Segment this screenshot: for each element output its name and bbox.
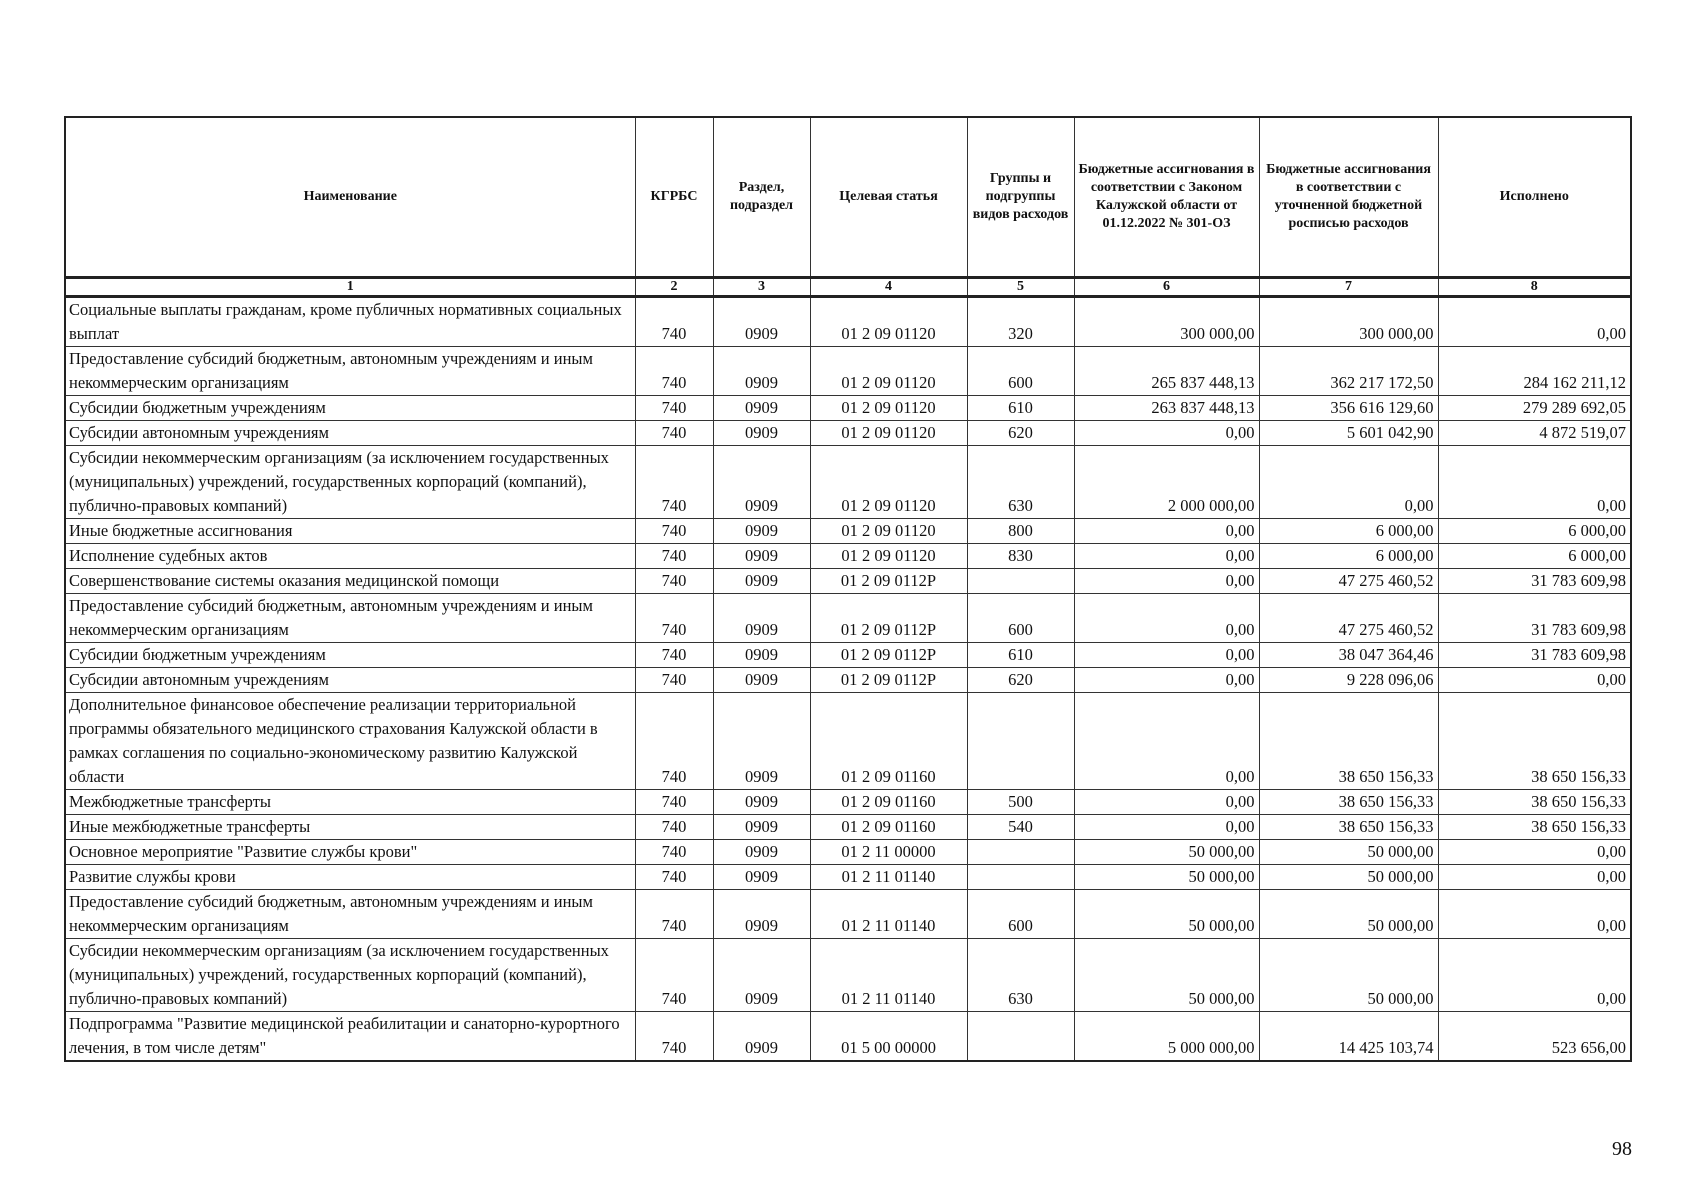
row-expense-group: 620 — [967, 668, 1074, 693]
row-kgrbs: 740 — [635, 446, 713, 519]
row-target-article: 01 2 09 0112Р — [810, 594, 967, 643]
row-name: Иные бюджетные ассигнования — [65, 519, 635, 544]
row-name: Субсидии автономным учреждениям — [65, 421, 635, 446]
row-name: Межбюджетные трансферты — [65, 790, 635, 815]
header-law-allocations: Бюджетные ассигнования в соответствии с Законом Калужской области от 01.12.2022 № 301-ОЗ — [1074, 117, 1259, 278]
row-section: 0909 — [713, 693, 810, 790]
table-row — [65, 519, 1631, 544]
table-row — [65, 297, 1631, 347]
row-target-article: 01 2 09 01160 — [810, 815, 967, 840]
table-row — [65, 446, 1631, 519]
row-law-allocation: 265 837 448,13 — [1074, 347, 1259, 396]
row-section: 0909 — [713, 815, 810, 840]
row-law-allocation: 0,00 — [1074, 790, 1259, 815]
row-executed: 523 656,00 — [1438, 1012, 1631, 1062]
row-target-article: 01 2 09 01160 — [810, 790, 967, 815]
row-name: Подпрограмма "Развитие медицинской реабилитации и санаторно-курортного лечения, в том числе детям" — [65, 1012, 635, 1062]
table-row — [65, 840, 1631, 865]
row-expense-group: 630 — [967, 446, 1074, 519]
header-section: Раздел, подраздел — [713, 117, 810, 278]
row-kgrbs: 740 — [635, 297, 713, 347]
column-number: 1 — [65, 278, 635, 297]
row-target-article: 01 5 00 00000 — [810, 1012, 967, 1062]
row-refined-allocation: 50 000,00 — [1259, 939, 1438, 1012]
row-refined-allocation: 6 000,00 — [1259, 544, 1438, 569]
row-executed: 0,00 — [1438, 446, 1631, 519]
header-kgrbs: КГРБС — [635, 117, 713, 278]
row-law-allocation: 5 000 000,00 — [1074, 1012, 1259, 1062]
row-law-allocation: 2 000 000,00 — [1074, 446, 1259, 519]
row-expense-group — [967, 693, 1074, 790]
column-number: 6 — [1074, 278, 1259, 297]
row-kgrbs: 740 — [635, 519, 713, 544]
header-row — [65, 117, 1631, 278]
row-refined-allocation: 50 000,00 — [1259, 865, 1438, 890]
table-row — [65, 890, 1631, 939]
row-kgrbs: 740 — [635, 643, 713, 668]
row-refined-allocation: 38 650 156,33 — [1259, 815, 1438, 840]
row-refined-allocation: 300 000,00 — [1259, 297, 1438, 347]
row-name: Исполнение судебных актов — [65, 544, 635, 569]
row-name: Субсидии автономным учреждениям — [65, 668, 635, 693]
row-kgrbs: 740 — [635, 421, 713, 446]
row-executed: 279 289 692,05 — [1438, 396, 1631, 421]
row-name: Субсидии некоммерческим организациям (за исключением государственных (муниципальных) учреждений, государственных корпораций (компаний), публично-правовых компаний) — [65, 939, 635, 1012]
row-section: 0909 — [713, 890, 810, 939]
table-row — [65, 569, 1631, 594]
row-executed: 0,00 — [1438, 939, 1631, 1012]
row-name: Субсидии некоммерческим организациям (за исключением государственных (муниципальных) учреждений, государственных корпораций (компаний), публично-правовых компаний) — [65, 446, 635, 519]
row-name: Субсидии бюджетным учреждениям — [65, 643, 635, 668]
row-section: 0909 — [713, 396, 810, 421]
row-name: Основное мероприятие "Развитие службы крови" — [65, 840, 635, 865]
row-target-article: 01 2 11 00000 — [810, 840, 967, 865]
row-expense-group: 320 — [967, 297, 1074, 347]
column-number-row — [65, 278, 1631, 297]
column-number: 8 — [1438, 278, 1631, 297]
row-kgrbs: 740 — [635, 544, 713, 569]
row-section: 0909 — [713, 519, 810, 544]
row-law-allocation: 50 000,00 — [1074, 939, 1259, 1012]
table-row — [65, 643, 1631, 668]
column-number: 7 — [1259, 278, 1438, 297]
row-name: Социальные выплаты гражданам, кроме публичных нормативных социальных выплат — [65, 297, 635, 347]
row-name: Предоставление субсидий бюджетным, автономным учреждениям и иным некоммерческим организациям — [65, 347, 635, 396]
row-kgrbs: 740 — [635, 1012, 713, 1062]
row-name: Предоставление субсидий бюджетным, автономным учреждениям и иным некоммерческим организациям — [65, 890, 635, 939]
row-kgrbs: 740 — [635, 396, 713, 421]
row-executed: 284 162 211,12 — [1438, 347, 1631, 396]
row-refined-allocation: 356 616 129,60 — [1259, 396, 1438, 421]
row-executed: 6 000,00 — [1438, 519, 1631, 544]
table-row — [65, 544, 1631, 569]
table-header — [65, 117, 1631, 297]
row-expense-group: 610 — [967, 643, 1074, 668]
row-target-article: 01 2 11 01140 — [810, 865, 967, 890]
row-expense-group: 630 — [967, 939, 1074, 1012]
row-law-allocation: 0,00 — [1074, 594, 1259, 643]
row-executed: 38 650 156,33 — [1438, 693, 1631, 790]
table-row — [65, 594, 1631, 643]
header-refined-allocations: Бюджетные ассигнования в соответствии с уточненной бюджетной росписью расходов — [1259, 117, 1438, 278]
row-section: 0909 — [713, 790, 810, 815]
row-law-allocation: 0,00 — [1074, 544, 1259, 569]
row-refined-allocation: 38 650 156,33 — [1259, 790, 1438, 815]
row-kgrbs: 740 — [635, 668, 713, 693]
page-number: 98 — [1612, 1138, 1632, 1160]
row-section: 0909 — [713, 643, 810, 668]
row-section: 0909 — [713, 421, 810, 446]
row-expense-group — [967, 569, 1074, 594]
row-target-article: 01 2 09 01120 — [810, 396, 967, 421]
column-number: 3 — [713, 278, 810, 297]
row-kgrbs: 740 — [635, 594, 713, 643]
row-refined-allocation: 6 000,00 — [1259, 519, 1438, 544]
row-executed: 38 650 156,33 — [1438, 790, 1631, 815]
row-section: 0909 — [713, 865, 810, 890]
table-row — [65, 790, 1631, 815]
row-name: Дополнительное финансовое обеспечение реализации территориальной программы обязательного медицинского страхования Калужской области в рамках соглашения по социально-экономическому развитию Калужской области — [65, 693, 635, 790]
row-target-article: 01 2 09 01120 — [810, 519, 967, 544]
row-expense-group: 800 — [967, 519, 1074, 544]
row-kgrbs: 740 — [635, 347, 713, 396]
table-row — [65, 693, 1631, 790]
row-refined-allocation: 38 047 364,46 — [1259, 643, 1438, 668]
row-kgrbs: 740 — [635, 693, 713, 790]
row-section: 0909 — [713, 297, 810, 347]
row-law-allocation: 50 000,00 — [1074, 865, 1259, 890]
table-body — [65, 297, 1631, 1062]
row-executed: 31 783 609,98 — [1438, 643, 1631, 668]
row-target-article: 01 2 09 01120 — [810, 421, 967, 446]
row-law-allocation: 0,00 — [1074, 643, 1259, 668]
header-target-article: Целевая статья — [810, 117, 967, 278]
header-name: Наименование — [65, 117, 635, 278]
row-target-article: 01 2 09 0112Р — [810, 569, 967, 594]
table-row — [65, 421, 1631, 446]
row-target-article: 01 2 09 01120 — [810, 446, 967, 519]
row-section: 0909 — [713, 1012, 810, 1062]
row-name: Развитие службы крови — [65, 865, 635, 890]
column-number: 2 — [635, 278, 713, 297]
row-executed: 4 872 519,07 — [1438, 421, 1631, 446]
row-executed: 38 650 156,33 — [1438, 815, 1631, 840]
row-law-allocation: 0,00 — [1074, 519, 1259, 544]
row-expense-group: 610 — [967, 396, 1074, 421]
row-law-allocation: 0,00 — [1074, 421, 1259, 446]
row-kgrbs: 740 — [635, 939, 713, 1012]
row-target-article: 01 2 09 01120 — [810, 297, 967, 347]
row-name: Иные межбюджетные трансферты — [65, 815, 635, 840]
table-row — [65, 1012, 1631, 1062]
row-kgrbs: 740 — [635, 865, 713, 890]
row-refined-allocation: 50 000,00 — [1259, 840, 1438, 865]
table-row — [65, 939, 1631, 1012]
row-executed: 31 783 609,98 — [1438, 569, 1631, 594]
row-section: 0909 — [713, 569, 810, 594]
row-section: 0909 — [713, 939, 810, 1012]
row-refined-allocation: 50 000,00 — [1259, 890, 1438, 939]
row-expense-group: 540 — [967, 815, 1074, 840]
row-refined-allocation: 5 601 042,90 — [1259, 421, 1438, 446]
row-refined-allocation: 38 650 156,33 — [1259, 693, 1438, 790]
row-target-article: 01 2 09 0112Р — [810, 668, 967, 693]
row-executed: 6 000,00 — [1438, 544, 1631, 569]
row-section: 0909 — [713, 594, 810, 643]
row-expense-group — [967, 840, 1074, 865]
row-expense-group: 830 — [967, 544, 1074, 569]
row-executed: 0,00 — [1438, 890, 1631, 939]
row-target-article: 01 2 09 01120 — [810, 347, 967, 396]
row-executed: 0,00 — [1438, 668, 1631, 693]
row-expense-group — [967, 1012, 1074, 1062]
row-executed: 31 783 609,98 — [1438, 594, 1631, 643]
header-expense-group: Группы и подгруппы видов расходов — [967, 117, 1074, 278]
row-kgrbs: 740 — [635, 815, 713, 840]
row-law-allocation: 50 000,00 — [1074, 890, 1259, 939]
row-law-allocation: 300 000,00 — [1074, 297, 1259, 347]
row-section: 0909 — [713, 446, 810, 519]
table-row — [65, 347, 1631, 396]
row-target-article: 01 2 09 01160 — [810, 693, 967, 790]
column-number: 5 — [967, 278, 1074, 297]
row-kgrbs: 740 — [635, 840, 713, 865]
table-row — [65, 396, 1631, 421]
row-refined-allocation: 14 425 103,74 — [1259, 1012, 1438, 1062]
row-target-article: 01 2 11 01140 — [810, 939, 967, 1012]
row-name: Субсидии бюджетным учреждениям — [65, 396, 635, 421]
row-target-article: 01 2 11 01140 — [810, 890, 967, 939]
row-expense-group: 620 — [967, 421, 1074, 446]
table-row — [65, 668, 1631, 693]
row-executed: 0,00 — [1438, 297, 1631, 347]
row-expense-group — [967, 865, 1074, 890]
table-row — [65, 865, 1631, 890]
row-section: 0909 — [713, 668, 810, 693]
row-section: 0909 — [713, 347, 810, 396]
row-law-allocation: 0,00 — [1074, 693, 1259, 790]
row-section: 0909 — [713, 840, 810, 865]
row-name: Предоставление субсидий бюджетным, автономным учреждениям и иным некоммерческим организациям — [65, 594, 635, 643]
row-law-allocation: 0,00 — [1074, 815, 1259, 840]
row-section: 0909 — [713, 544, 810, 569]
row-kgrbs: 740 — [635, 890, 713, 939]
row-expense-group: 600 — [967, 594, 1074, 643]
row-refined-allocation: 47 275 460,52 — [1259, 594, 1438, 643]
row-target-article: 01 2 09 01120 — [810, 544, 967, 569]
row-expense-group: 600 — [967, 347, 1074, 396]
row-executed: 0,00 — [1438, 840, 1631, 865]
row-kgrbs: 740 — [635, 790, 713, 815]
row-kgrbs: 740 — [635, 569, 713, 594]
row-refined-allocation: 362 217 172,50 — [1259, 347, 1438, 396]
budget-table — [64, 116, 1632, 1062]
row-refined-allocation: 0,00 — [1259, 446, 1438, 519]
header-executed: Исполнено — [1438, 117, 1631, 278]
row-law-allocation: 0,00 — [1074, 668, 1259, 693]
row-law-allocation: 0,00 — [1074, 569, 1259, 594]
column-number: 4 — [810, 278, 967, 297]
row-expense-group: 600 — [967, 890, 1074, 939]
row-name: Совершенствование системы оказания медицинской помощи — [65, 569, 635, 594]
row-law-allocation: 263 837 448,13 — [1074, 396, 1259, 421]
row-expense-group: 500 — [967, 790, 1074, 815]
row-target-article: 01 2 09 0112Р — [810, 643, 967, 668]
table-row — [65, 815, 1631, 840]
row-executed: 0,00 — [1438, 865, 1631, 890]
row-law-allocation: 50 000,00 — [1074, 840, 1259, 865]
row-refined-allocation: 47 275 460,52 — [1259, 569, 1438, 594]
row-refined-allocation: 9 228 096,06 — [1259, 668, 1438, 693]
